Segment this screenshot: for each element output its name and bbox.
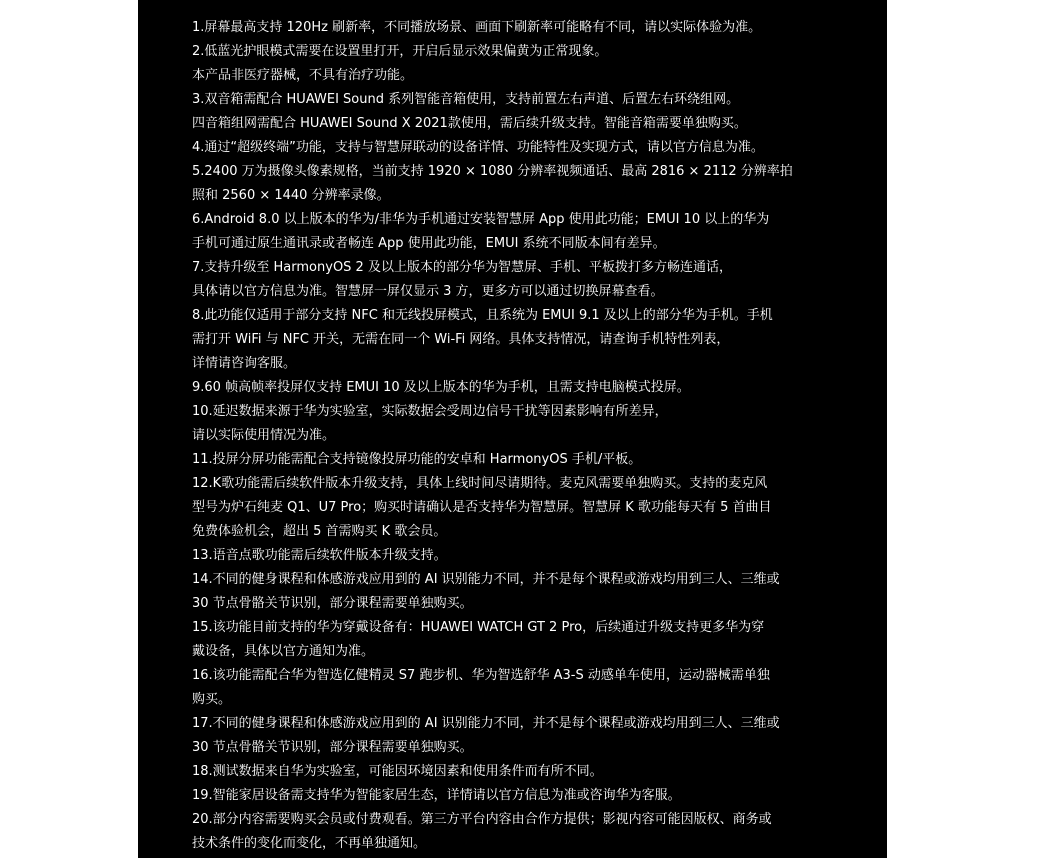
footnote-line: 戴设备，具体以官方通知为准。	[192, 644, 375, 659]
footnote-line: 手机可通过原生通讯录或者畅连 App 使用此功能，EMUI 系统不同版本间有差异。	[192, 236, 666, 251]
footnote-line: 本产品非医疗器械，不具有治疗功能。	[192, 68, 414, 83]
footnote-line: 3.双音箱需配合 HUAWEI Sound 系列智能音箱使用，支持前置左右声道、后置左右环绕组网。	[192, 92, 740, 107]
footnote-line: 6.Android 8.0 以上版本的华为/非华为手机通过安装智慧屏 App 使用此功能；EMUI 10 以上的华为	[192, 212, 770, 227]
footnote-line: 型号为炉石纯麦 Q1、U7 Pro；购买时请确认是否支持华为智慧屏。智慧屏 K 歌功能每天有 5 首曲目	[192, 500, 772, 515]
footnote-line: 16.该功能需配合华为智选亿健精灵 S7 跑步机、华为智选舒华 A3-S 动感单车使用，运动器械需单独	[192, 668, 770, 683]
footnote-line: 详情请咨询客服。	[192, 356, 297, 371]
disclaimer-panel	[138, 0, 887, 858]
footnote-line: 需打开 WiFi 与 NFC 开关，无需在同一个 Wi-Fi 网络。具体支持情况，请查询手机特性列表，	[192, 332, 730, 347]
footnote-line: 5.2400 万为摄像头像素规格，当前支持 1920 × 1080 分辨率视频通话、最高 2816 × 2112 分辨率拍	[192, 164, 793, 179]
footnote-line: 具体请以官方信息为准。智慧屏一屏仅显示 3 方，更多方可以通过切换屏幕查看。	[192, 284, 664, 299]
footnotes-list	[192, 16, 832, 856]
footnote-line: 请以实际使用情况为准。	[192, 428, 336, 443]
footnote-line: 12.K歌功能需后续软件版本升级支持，具体上线时间尽请期待。麦克风需要单独购买。支持的麦克风	[192, 476, 768, 491]
footnote-line: 10.延迟数据来源于华为实验室，实际数据会受周边信号干扰等因素影响有所差异，	[192, 404, 668, 419]
footnote-line: 四音箱组网需配合 HUAWEI Sound X 2021款使用，需后续升级支持。智能音箱需要单独购买。	[192, 116, 747, 131]
footnote-line: 8.此功能仅适用于部分支持 NFC 和无线投屏模式，且系统为 EMUI 9.1 及以上的部分华为手机。手机	[192, 308, 773, 323]
footnote-line: 照和 2560 × 1440 分辨率录像。	[192, 188, 390, 203]
footnote-line: 4.通过“超级终端”功能，支持与智慧屏联动的设备详情、功能特性及实现方式，请以官方信息为准。	[192, 140, 764, 155]
footnote-line: 20.部分内容需要购买会员或付费观看。第三方平台内容由合作方提供；影视内容可能因版权、商务或	[192, 812, 772, 827]
footnote-line: 30 节点骨骼关节识别，部分课程需要单独购买。	[192, 740, 473, 755]
footnote-line: 19.智能家居设备需支持华为智能家居生态，详情请以官方信息为准或咨询华为客服。	[192, 788, 681, 803]
footnote-line: 18.测试数据来自华为实验室，可能因环境因素和使用条件而有所不同。	[192, 764, 603, 779]
footnote-line: 14.不同的健身课程和体感游戏应用到的 AI 识别能力不同，并不是每个课程或游戏均用到三人、三维或	[192, 572, 780, 587]
footnote-line: 2.低蓝光护眼模式需要在设置里打开，开启后显示效果偏黄为正常现象。	[192, 44, 608, 59]
footnote-line: 17.不同的健身课程和体感游戏应用到的 AI 识别能力不同，并不是每个课程或游戏均用到三人、三维或	[192, 716, 780, 731]
footnote-line: 15.该功能目前支持的华为穿戴设备有：HUAWEI WATCH GT 2 Pro，后续通过升级支持更多华为穿	[192, 620, 765, 635]
footnote-line: 13.语音点歌功能需后续软件版本升级支持。	[192, 548, 447, 563]
footnote-line: 9.60 帧高帧率投屏仅支持 EMUI 10 及以上版本的华为手机，且需支持电脑模式投屏。	[192, 380, 690, 395]
footnote-line: 技术条件的变化而变化，不再单独通知。	[192, 836, 427, 851]
footnote-line: 30 节点骨骼关节识别，部分课程需要单独购买。	[192, 596, 473, 611]
footnote-line: 7.支持升级至 HarmonyOS 2 及以上版本的部分华为智慧屏、手机、平板拨打多方畅连通话，	[192, 260, 732, 275]
footnote-line: 1.屏幕最高支持 120Hz 刷新率，不同播放场景、画面下刷新率可能略有不同，请以实际体验为准。	[192, 20, 762, 35]
footnote-line: 购买。	[192, 692, 232, 707]
footnote-line: 11.投屏分屏功能需配合支持镜像投屏功能的安卓和 HarmonyOS 手机/平板。	[192, 452, 642, 467]
footnote-line: 免费体验机会，超出 5 首需购买 K 歌会员。	[192, 524, 447, 539]
